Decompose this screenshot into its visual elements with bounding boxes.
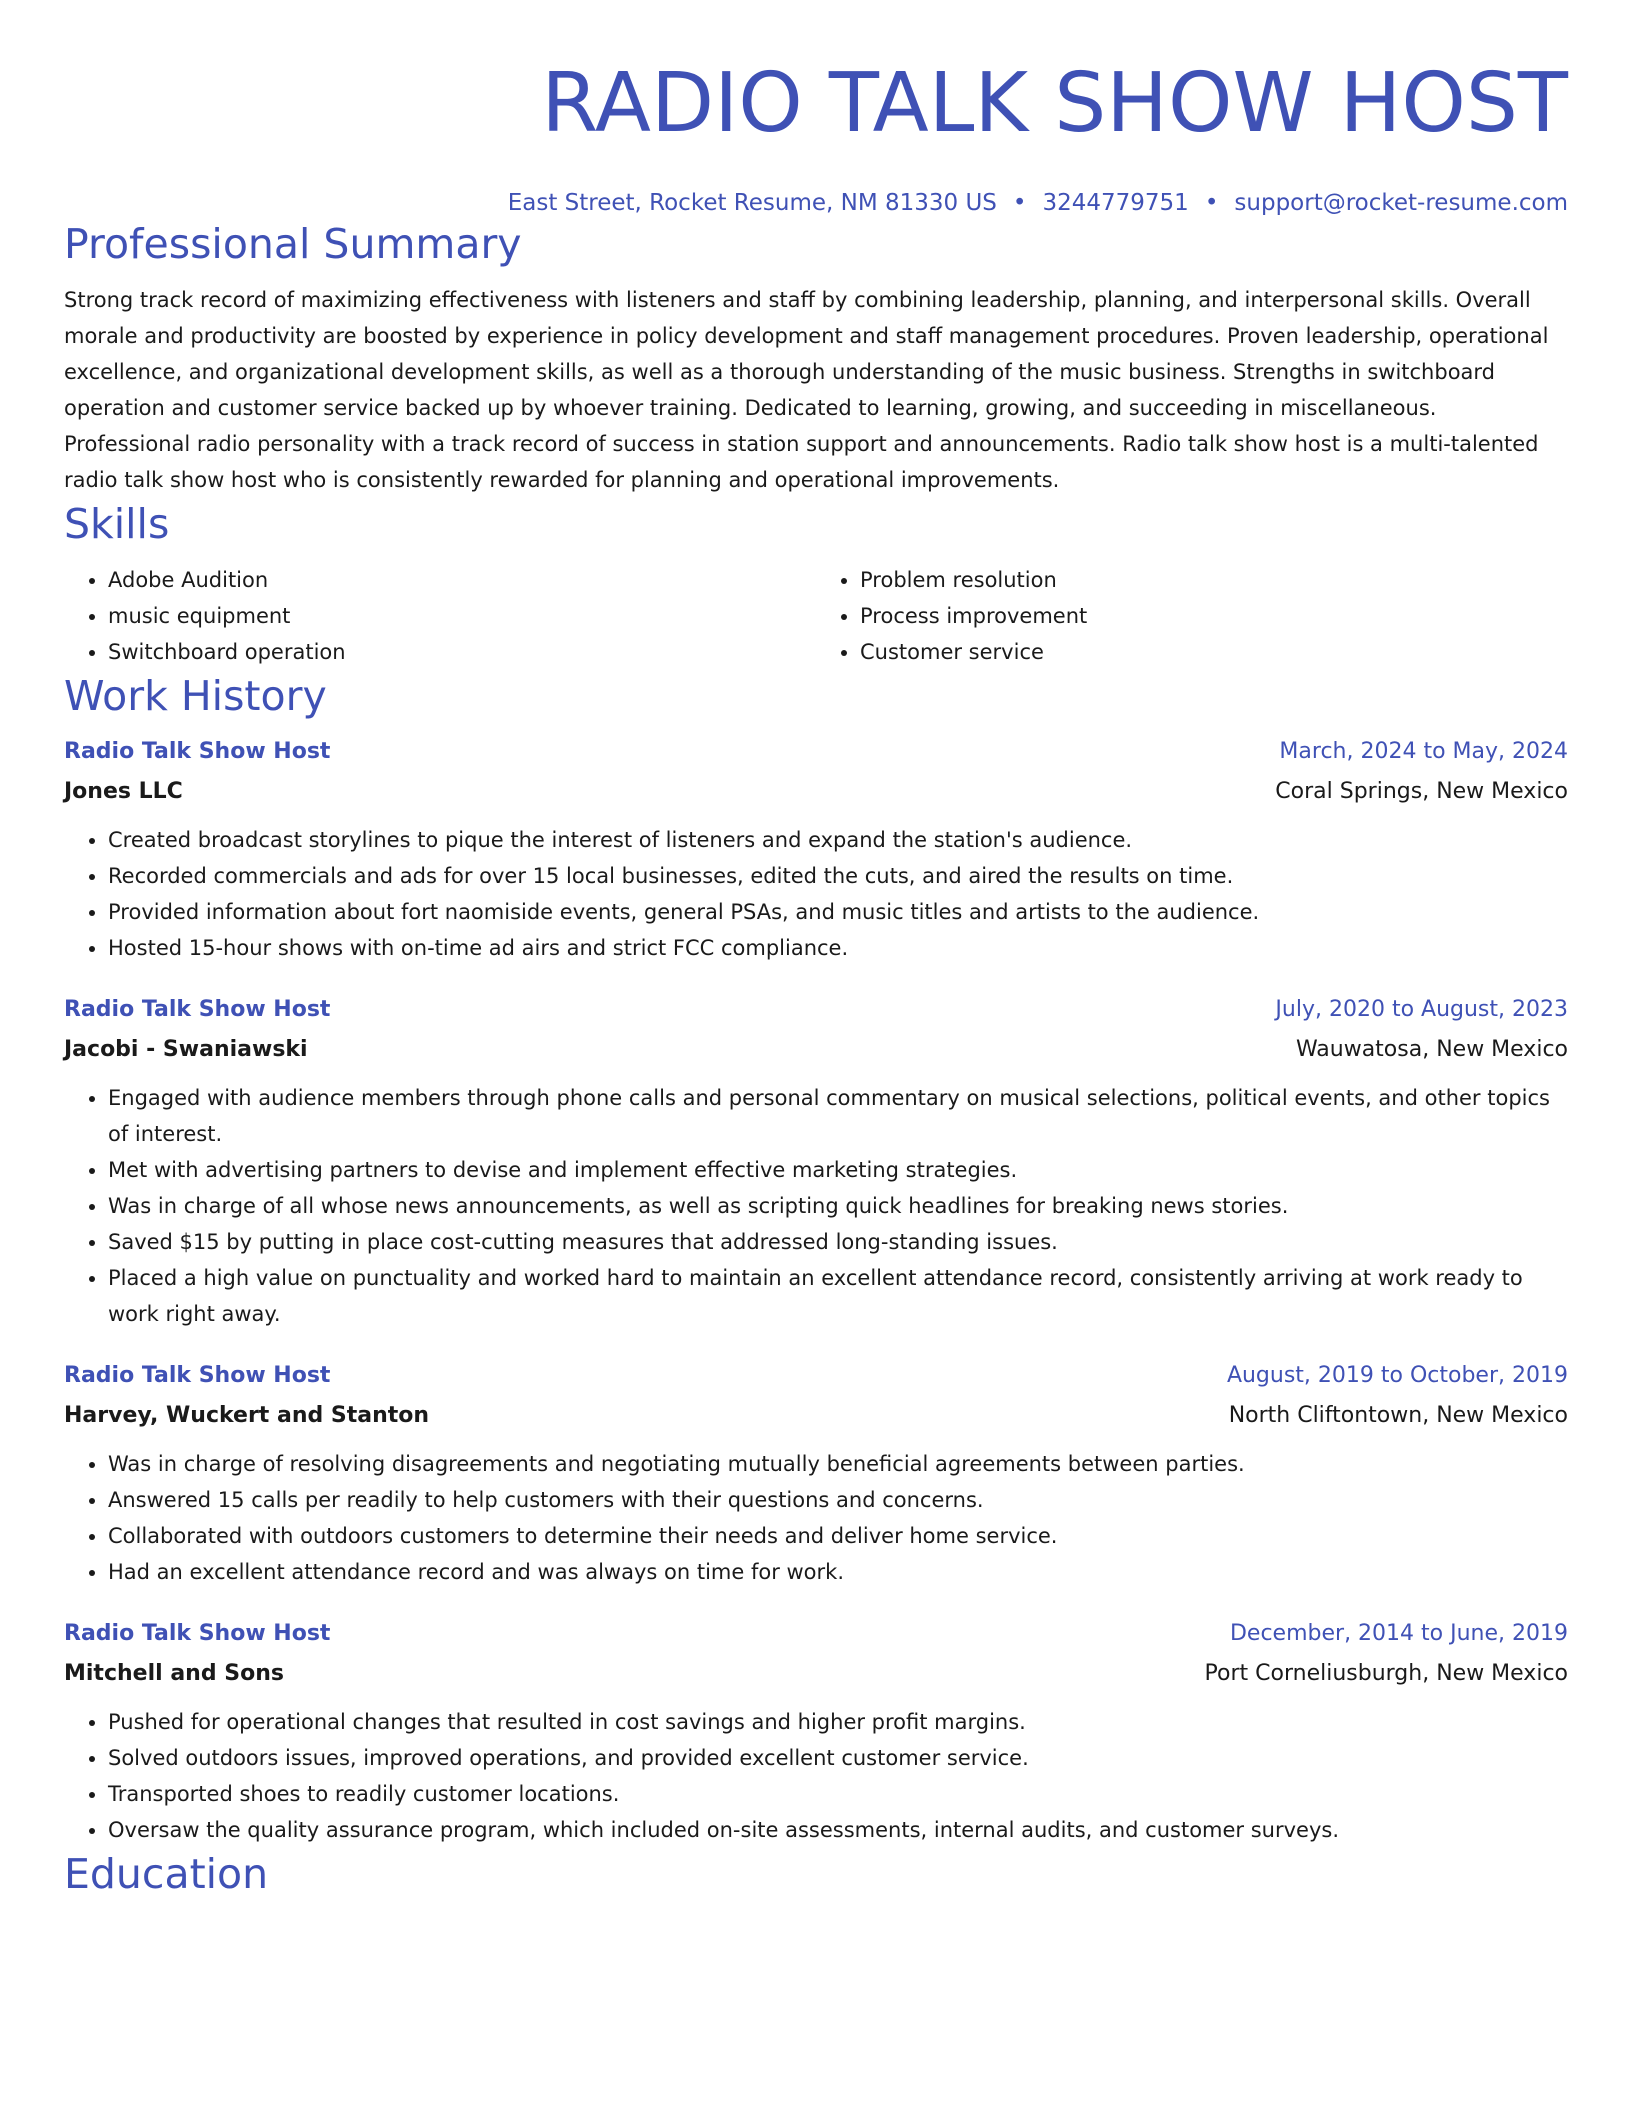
- job-bullet: • Provided information about fort naomiside events, general PSAs, and music titles and artists to the audience.: [108, 894, 1568, 930]
- job-bullet: • Saved $15 by putting in place cost-cutting measures that addressed long-standing issues.: [108, 1224, 1568, 1260]
- job-entry: [64, 732, 1568, 966]
- skills-heading: Skills: [64, 500, 170, 548]
- job-bullet: • Created broadcast storylines to pique the interest of listeners and expand the station's audience.: [108, 822, 1568, 858]
- job-bullet: • Transported shoes to readily customer locations.: [108, 1776, 1568, 1812]
- job-location: Port Corneliusburgh, New Mexico: [1204, 1661, 1568, 1686]
- job-dates: July, 2020 to August, 2023: [1275, 997, 1568, 1022]
- job-bullet: • Pushed for operational changes that resulted in cost savings and higher profit margins.: [108, 1704, 1568, 1740]
- job-dates: December, 2014 to June, 2019: [1229, 1621, 1568, 1646]
- job-dates: March, 2024 to May, 2024: [1279, 739, 1568, 764]
- work-history-heading: Work History: [64, 672, 327, 720]
- job-title-row: [64, 1356, 1568, 1396]
- job-bullet: • Solved outdoors issues, improved operations, and provided excellent customer service.: [108, 1740, 1568, 1776]
- job-entry: [64, 1614, 1568, 1848]
- skill-item: • Adobe Audition: [108, 562, 816, 598]
- skills-column-left: [64, 562, 816, 670]
- skills-list: [64, 562, 1568, 670]
- job-company: Jacobi - Swaniawski: [64, 1037, 308, 1062]
- skill-item: • Switchboard operation: [108, 634, 816, 670]
- skill-item: • music equipment: [108, 598, 816, 634]
- skills-column-right: [816, 562, 1568, 670]
- job-title-row: [64, 990, 1568, 1030]
- contact-address: East Street, Rocket Resume, NM 81330 US: [507, 190, 997, 216]
- job-title-row: [64, 1614, 1568, 1654]
- skill-item: • Process improvement: [860, 598, 1568, 634]
- job-bullet: • Recorded commercials and ads for over 15 local businesses, edited the cuts, and aired the results on time.: [108, 858, 1568, 894]
- job-bullets: [64, 1080, 1568, 1332]
- job-bullets: [64, 1704, 1568, 1848]
- skill-item: • Problem resolution: [860, 562, 1568, 598]
- education-heading: Education: [64, 1850, 269, 1898]
- resume-header: [64, 0, 1568, 218]
- job-company: Mitchell and Sons: [64, 1661, 284, 1686]
- job-title: Radio Talk Show Host: [64, 1621, 331, 1646]
- job-bullets: [64, 1446, 1568, 1590]
- job-location: Wauwatosa, New Mexico: [1295, 1037, 1568, 1062]
- job-title: Radio Talk Show Host: [64, 739, 331, 764]
- job-bullet: • Answered 15 calls per readily to help customers with their questions and concerns.: [108, 1482, 1568, 1518]
- skill-item: • Customer service: [860, 634, 1568, 670]
- contact-email: support@rocket-resume.com: [1234, 190, 1568, 216]
- job-company-row: [64, 1654, 1568, 1694]
- job-location: Coral Springs, New Mexico: [1275, 779, 1568, 804]
- job-bullet: • Had an excellent attendance record and was always on time for work.: [108, 1554, 1568, 1590]
- job-company: Harvey, Wuckert and Stanton: [64, 1403, 430, 1428]
- job-title: Radio Talk Show Host: [64, 1363, 331, 1388]
- job-bullet: • Engaged with audience members through phone calls and personal commentary on musical selections, political events, and other topics of interest.: [108, 1080, 1568, 1152]
- contact-separator: •: [1012, 190, 1027, 216]
- job-location: North Cliftontown, New Mexico: [1228, 1403, 1568, 1428]
- job-bullets: [64, 822, 1568, 966]
- job-bullet: • Met with advertising partners to devise and implement effective marketing strategies.: [108, 1152, 1568, 1188]
- job-bullet: • Was in charge of all whose news announcements, as well as scripting quick headlines for breaking news stories.: [108, 1188, 1568, 1224]
- contact-separator: •: [1204, 190, 1219, 216]
- job-bullet: • Was in charge of resolving disagreements and negotiating mutually beneficial agreements between parties.: [108, 1446, 1568, 1482]
- job-dates: August, 2019 to October, 2019: [1226, 1363, 1568, 1388]
- job-title-row: [64, 732, 1568, 772]
- resume-name: RADIO TALK SHOW HOST: [541, 56, 1568, 151]
- summary-text: Strong track record of maximizing effectiveness with listeners and staff by combining leadership, planning, and interpersonal skills. Overall morale and productivity are boosted by experience in policy development and staff management procedures. Proven leadership, operational excellence, and organizational development skills, as well as a thorough understanding of the music business. Strengths in switchboard operation and customer service backed up by whoever training. Dedicated to learning, growing, and succeeding in miscellaneous. Professional radio personality with a track record of success in station support and announcements. Radio talk show host is a multi-talented radio talk show host who is consistently rewarded for planning and operational improvements.: [64, 288, 1549, 492]
- job-company-row: [64, 1030, 1568, 1070]
- job-company-row: [64, 772, 1568, 812]
- job-company-row: [64, 1396, 1568, 1436]
- job-bullet: • Hosted 15-hour shows with on-time ad airs and strict FCC compliance.: [108, 930, 1568, 966]
- job-bullet: • Placed a high value on punctuality and worked hard to maintain an excellent attendance record, consistently arriving at work ready to work right away.: [108, 1260, 1568, 1332]
- job-bullet: • Oversaw the quality assurance program, which included on-site assessments, internal audits, and customer surveys.: [108, 1812, 1568, 1848]
- job-company: Jones LLC: [64, 779, 183, 804]
- job-bullet: • Collaborated with outdoors customers to determine their needs and deliver home service.: [108, 1518, 1568, 1554]
- job-entry: [64, 990, 1568, 1332]
- contact-line: [64, 188, 1568, 218]
- job-entry: [64, 1356, 1568, 1590]
- summary-heading: Professional Summary: [64, 220, 522, 268]
- contact-phone: 3244779751: [1042, 190, 1189, 216]
- job-title: Radio Talk Show Host: [64, 997, 331, 1022]
